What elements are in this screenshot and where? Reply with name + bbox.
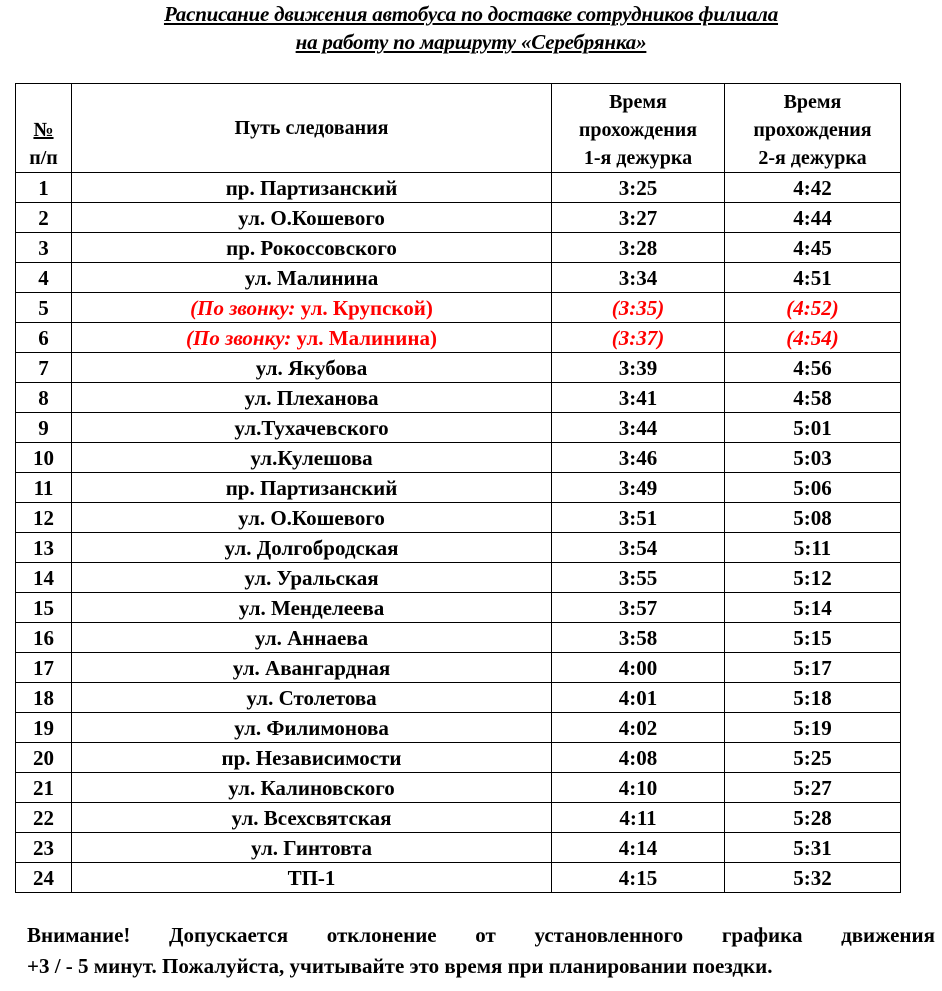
on-call-route: ул. Крупской) (295, 295, 433, 320)
table-row (16, 203, 901, 233)
row-time-shift-1: 3:28 (552, 233, 725, 263)
row-time-shift-2: 5:32 (725, 863, 901, 893)
row-number: 19 (16, 713, 72, 743)
header-t2-line-2: прохождения (753, 119, 872, 141)
table-row-on-call (16, 323, 901, 353)
row-route: пр. Партизанский (72, 173, 552, 203)
title-line-1: Расписание движения автобуса по доставке сотрудников филиала (163, 2, 779, 26)
row-number: 20 (16, 743, 72, 773)
row-route (72, 293, 552, 323)
row-route: ул. Аннаева (72, 623, 552, 653)
row-time-shift-2: 4:51 (725, 263, 901, 293)
table-row (16, 593, 901, 623)
header-route (72, 84, 552, 173)
row-route: ул. Всехсвятская (72, 803, 552, 833)
table-row (16, 743, 901, 773)
row-time-shift-1: 3:27 (552, 203, 725, 233)
row-time-shift-2: 5:14 (725, 593, 901, 623)
row-number: 13 (16, 533, 72, 563)
row-route (72, 323, 552, 353)
row-time-shift-1: 3:58 (552, 623, 725, 653)
row-number: 11 (16, 473, 72, 503)
row-number: 10 (16, 443, 72, 473)
schedule-table (15, 83, 901, 893)
table-header-row (16, 84, 901, 173)
row-number: 4 (16, 263, 72, 293)
row-number: 17 (16, 653, 72, 683)
deviation-notice (27, 920, 935, 982)
header-t2-line-1: Время (783, 91, 842, 113)
table-row (16, 383, 901, 413)
table-row (16, 503, 901, 533)
on-call-prefix: (По звонку: (186, 325, 292, 350)
row-time-shift-2: 5:17 (725, 653, 901, 683)
row-time-shift-2: 4:44 (725, 203, 901, 233)
header-t1-line-1: Время (609, 91, 667, 113)
row-route: ул. Плеханова (72, 383, 552, 413)
row-route: ул. Филимонова (72, 713, 552, 743)
row-route: ул.Кулешова (72, 443, 552, 473)
row-time-shift-1: 3:41 (552, 383, 725, 413)
table-row (16, 803, 901, 833)
row-route: ул.Тухачевского (72, 413, 552, 443)
row-time-shift-1: (3:35) (552, 293, 725, 323)
title-line-2: на работу по маршруту «Серебрянка» (295, 30, 647, 54)
row-number: 18 (16, 683, 72, 713)
header-t2-line-3: 2-я дежурка (758, 147, 867, 169)
row-time-shift-1: 4:10 (552, 773, 725, 803)
on-call-prefix: (По звонку: (190, 295, 296, 320)
row-route: пр. Независимости (72, 743, 552, 773)
row-time-shift-2: 5:27 (725, 773, 901, 803)
table-row (16, 833, 901, 863)
row-time-shift-1: 3:55 (552, 563, 725, 593)
header-t1-line-2: прохождения (578, 119, 698, 141)
header-time-shift-1 (552, 84, 725, 173)
row-time-shift-2: 5:28 (725, 803, 901, 833)
table-row (16, 533, 901, 563)
row-route: ул. О.Кошевого (72, 503, 552, 533)
row-number: 8 (16, 383, 72, 413)
row-time-shift-1: 3:49 (552, 473, 725, 503)
row-time-shift-1: 4:11 (552, 803, 725, 833)
row-time-shift-1: 3:54 (552, 533, 725, 563)
row-time-shift-2: 5:15 (725, 623, 901, 653)
row-time-shift-2: 5:01 (725, 413, 901, 443)
row-time-shift-2: 5:12 (725, 563, 901, 593)
table-row (16, 353, 901, 383)
row-number: 2 (16, 203, 72, 233)
row-number: 16 (16, 623, 72, 653)
row-time-shift-2: 5:31 (725, 833, 901, 863)
notice-line-1: Внимание! Допускается отклонение от установленного графика движения (27, 923, 935, 947)
row-time-shift-2: 5:03 (725, 443, 901, 473)
row-number: 5 (16, 293, 72, 323)
row-time-shift-2: 4:58 (725, 383, 901, 413)
row-time-shift-1: 4:00 (552, 653, 725, 683)
row-number: 15 (16, 593, 72, 623)
row-time-shift-2: 5:18 (725, 683, 901, 713)
row-route: ул. Менделеева (72, 593, 552, 623)
row-route: ул. Малинина (72, 263, 552, 293)
row-time-shift-2: (4:54) (725, 323, 901, 353)
row-number: 1 (16, 173, 72, 203)
row-time-shift-2: 5:25 (725, 743, 901, 773)
row-number: 24 (16, 863, 72, 893)
row-time-shift-2: (4:52) (725, 293, 901, 323)
header-route-label: Путь следования (234, 117, 389, 139)
table-row (16, 173, 901, 203)
table-row (16, 233, 901, 263)
row-time-shift-1: 3:34 (552, 263, 725, 293)
row-time-shift-1: 4:14 (552, 833, 725, 863)
table-row (16, 623, 901, 653)
row-number: 6 (16, 323, 72, 353)
row-route: ул. Авангардная (72, 653, 552, 683)
row-route: пр. Рокоссовского (72, 233, 552, 263)
row-time-shift-1: 3:57 (552, 593, 725, 623)
row-time-shift-1: (3:37) (552, 323, 725, 353)
row-route: ул. Якубова (72, 353, 552, 383)
row-number: 22 (16, 803, 72, 833)
row-time-shift-2: 5:19 (725, 713, 901, 743)
row-route: ул. Столетова (72, 683, 552, 713)
table-row (16, 773, 901, 803)
row-route: ул. Долгобродская (72, 533, 552, 563)
row-route: ТП-1 (72, 863, 552, 893)
row-route: пр. Партизанский (72, 473, 552, 503)
header-number-line-2: п/п (29, 147, 58, 169)
row-route: ул. О.Кошевого (72, 203, 552, 233)
row-number: 21 (16, 773, 72, 803)
on-call-route: ул. Малинина) (291, 325, 437, 350)
table-row (16, 263, 901, 293)
table-row (16, 863, 901, 893)
row-time-shift-2: 4:45 (725, 233, 901, 263)
row-number: 3 (16, 233, 72, 263)
header-t1-line-3: 1-я дежурка (583, 147, 693, 169)
table-row (16, 413, 901, 443)
table-row (16, 653, 901, 683)
row-time-shift-2: 4:42 (725, 173, 901, 203)
row-time-shift-2: 5:11 (725, 533, 901, 563)
row-time-shift-1: 3:51 (552, 503, 725, 533)
table-row (16, 683, 901, 713)
row-time-shift-1: 3:39 (552, 353, 725, 383)
row-time-shift-1: 4:02 (552, 713, 725, 743)
table-row (16, 563, 901, 593)
header-time-shift-2 (725, 84, 901, 173)
header-number (16, 84, 72, 173)
table-row (16, 713, 901, 743)
document-title (0, 0, 942, 56)
table-row (16, 443, 901, 473)
row-number: 12 (16, 503, 72, 533)
row-time-shift-1: 4:08 (552, 743, 725, 773)
header-number-line-1: № (33, 119, 54, 141)
row-time-shift-2: 4:56 (725, 353, 901, 383)
row-route: ул. Гинтовта (72, 833, 552, 863)
row-number: 7 (16, 353, 72, 383)
table-row (16, 473, 901, 503)
row-time-shift-1: 4:01 (552, 683, 725, 713)
row-route: ул. Уральская (72, 563, 552, 593)
row-time-shift-1: 4:15 (552, 863, 725, 893)
row-number: 9 (16, 413, 72, 443)
row-time-shift-1: 3:46 (552, 443, 725, 473)
row-time-shift-2: 5:08 (725, 503, 901, 533)
table-row-on-call (16, 293, 901, 323)
row-time-shift-1: 3:25 (552, 173, 725, 203)
row-time-shift-1: 3:44 (552, 413, 725, 443)
notice-line-2: +3 / - 5 минут. Пожалуйста, учитывайте это время при планировании поездки. (27, 954, 773, 978)
row-number: 23 (16, 833, 72, 863)
row-number: 14 (16, 563, 72, 593)
row-time-shift-2: 5:06 (725, 473, 901, 503)
row-route: ул. Калиновского (72, 773, 552, 803)
